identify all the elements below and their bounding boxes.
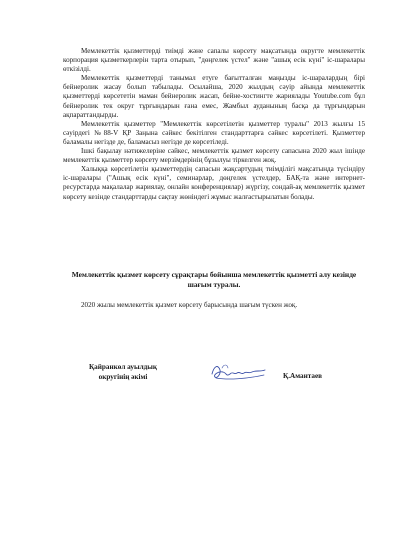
- paragraph-4: Ішкі бақылау нәтижелеріне сәйкес, мемлекеттік қызмет көрсету сапасына 2020 жыл ішінде мемлекеттік қызметтер көрсету мерзімдерінің бұзылуы тіркелген жоқ.: [63, 147, 365, 165]
- paragraph-2: Мемлекеттік қызметтерді танымал етуге бағытталған маңызды іс-шаралардың бірі бейнеролик жасау болып табылады. Осылайша, 2020 жылдың сәуір айында мемлекеттік қызметтерді көрсететін маман бейнеролик жасап, бейне-хостингте жариялады Youtube.com бұл бейнеролик тек округ тұрғындарын ғана емес, Жамбыл ауданының басқа да тұрғындарын ақпараттандырды.: [63, 74, 365, 119]
- signatory-name: Қ.Амантаев: [283, 372, 323, 380]
- report-body: [63, 47, 365, 202]
- paragraph-3: Мемлекеттік қызметтер "Мемлекеттік көрсетілетін қызметтер туралы" 2013 жылғы 15 сәуірдегі №88-V ҚР Заңына сәйкес бекітілген стандарттарға сәйкес көрсетілеті. Қызметтер баламалы негізде де, баламасыз негізде де көрсетіледі.: [63, 119, 365, 146]
- signatory-role-line-1: Қайранкөл ауылдық: [88, 363, 158, 371]
- complaints-section-text: 2020 жылы мемлекеттік қызмет көрсету барысында шағым түскен жоқ.: [81, 301, 298, 309]
- handwritten-signature: [208, 360, 270, 386]
- signatory-role: [78, 363, 168, 382]
- paragraph-5: Халыққа көрсетілетін қызметтердің сапасын жақсартудың тиімділігі мақсатында түсіндіру іс-шаралары ("Ашық есік күні", семинарлар, дөңгелек үстелдер, БАҚ-та және интернет-ресурстарда мақалалар жариялау, онлайн конференциялар) жүргізу, сондай-ақ мемлекеттік қызмет көрсету кезінде стандарттарды сақтау жөніндегі жұмыс жалғастырылатын болады.: [63, 165, 365, 201]
- complaints-section-title: Мемлекеттік қызмет көрсету сұрақтары бойынша мемлекеттік қызметті алу кезінде шағым туралы.: [71, 270, 357, 289]
- paragraph-1: Мемлекеттік қызметтерді тиімді және сапалы көрсету мақсатында округте мемлекеттік корпорация қызметкерлерін тарта отырып, "дөңгелек үстел" және "ашық есік күні" іс-шаралары өткізілді.: [63, 47, 365, 74]
- signatory-role-line-2: округінің әкімі: [98, 372, 148, 381]
